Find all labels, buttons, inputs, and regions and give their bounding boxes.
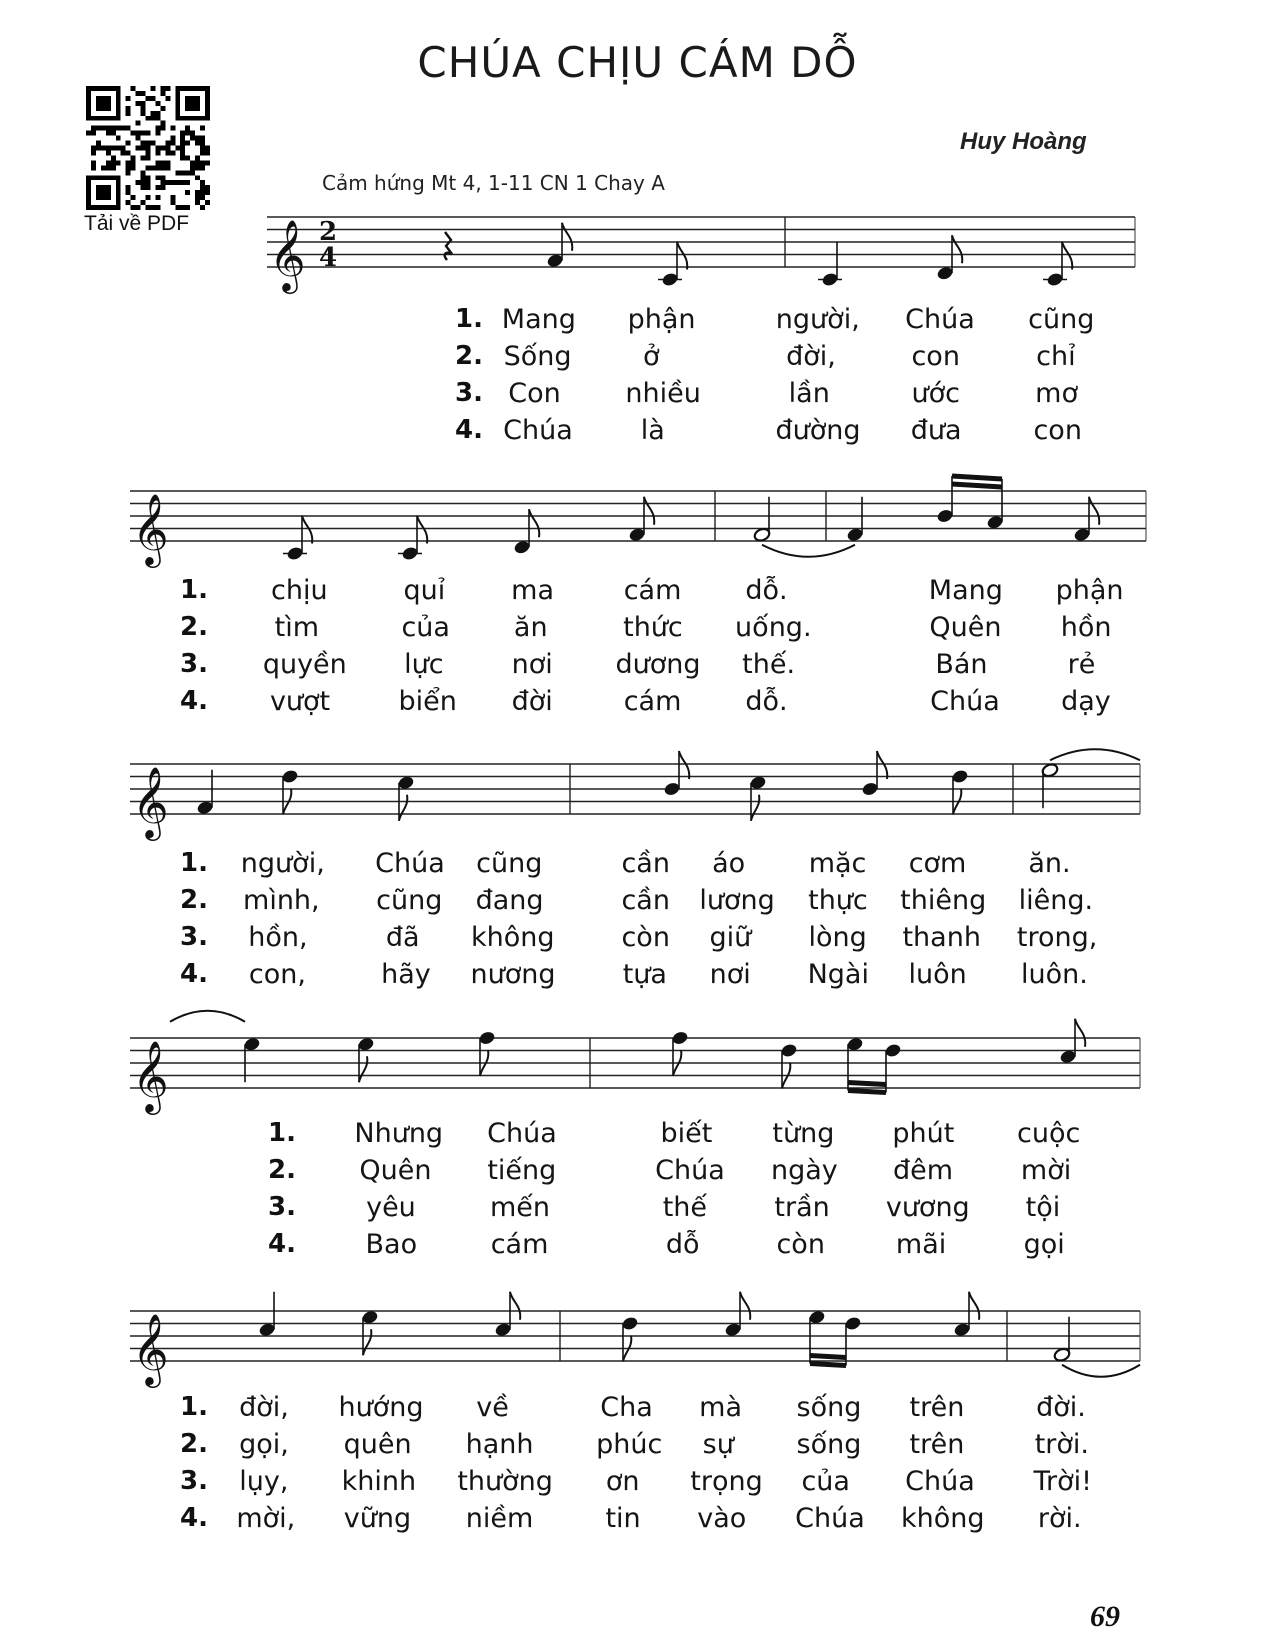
staff-system-1 [267, 217, 1135, 294]
lyric-word: trọng [690, 1466, 763, 1497]
verse-number: 1. [455, 304, 483, 334]
lyric-word: mến [489, 1192, 551, 1223]
verse-number: 3. [268, 1192, 296, 1222]
lyric-word: Quên [929, 612, 1002, 643]
lyric-word: thế. [742, 649, 796, 680]
lyric-word: dạy [1061, 686, 1111, 717]
lyric-word: quỉ [403, 575, 446, 606]
lyric-word: Chúa [503, 415, 573, 446]
lyric-word: trong, [1016, 922, 1098, 953]
lyric-word: hướng [338, 1392, 424, 1423]
lyric-word: cám [490, 1229, 549, 1260]
lyric-word: không [900, 1503, 985, 1534]
lyric-word: luôn. [1020, 959, 1088, 990]
svg-text:4: 4 [319, 243, 338, 273]
lyric-word: là [640, 415, 665, 446]
lyric-word: tiếng [487, 1155, 557, 1186]
lyric-word: tìm [274, 612, 320, 643]
lyric-word: ngày [770, 1155, 838, 1186]
svg-text:𝄞: 𝄞 [132, 765, 169, 838]
verse-number: 2. [180, 1429, 208, 1459]
lyric-word: còn [776, 1229, 825, 1260]
lyric-word: nơi [709, 959, 751, 990]
page-number: 69 [1090, 1600, 1120, 1633]
lyric-word: tin [605, 1503, 641, 1534]
lyric-word: thế [662, 1192, 708, 1223]
staff-system-5 [130, 1292, 1140, 1388]
verse-number: 2. [455, 341, 483, 371]
staff-system-2 [130, 476, 1146, 568]
lyric-word: dỗ [665, 1229, 700, 1260]
lyric-word: đang [475, 885, 544, 916]
lyric-word: đời, [786, 341, 836, 372]
lyric-word: người, [240, 848, 325, 879]
lyric-word: ma [511, 575, 555, 606]
lyric-word: Mang [501, 304, 576, 335]
lyric-word: người, [775, 304, 860, 335]
lyric-word: liêng. [1018, 885, 1094, 916]
lyric-word: phúc [596, 1429, 663, 1460]
lyric-word: lần [788, 378, 830, 409]
lyric-word: luôn [908, 959, 967, 990]
lyric-word: lực [404, 649, 444, 680]
verse-number: 4. [180, 959, 208, 989]
lyric-word: lương [699, 885, 775, 916]
lyric-word: hồn, [248, 922, 308, 953]
lyric-word: Bao [365, 1229, 418, 1260]
lyric-word: Trời! [1033, 1466, 1092, 1497]
lyric-word: Mang [928, 575, 1003, 606]
lyric-word: ở [643, 341, 660, 372]
lyric-word: đêm [892, 1155, 954, 1186]
lyric-word: Chúa [655, 1155, 725, 1186]
lyric-word: đã [385, 922, 420, 953]
lyric-word: cũng [476, 848, 543, 879]
lyric-word: biển [398, 686, 457, 717]
lyric-word: Chúa [905, 304, 975, 335]
lyric-word: Ngài [807, 959, 869, 990]
verse-number: 1. [180, 848, 208, 878]
lyric-word: chịu [271, 575, 328, 606]
lyric-word: Cha [600, 1392, 653, 1423]
lyric-word: Bán [935, 649, 988, 680]
lyric-word: trần [774, 1192, 830, 1223]
svg-text:𝄞: 𝄞 [132, 1039, 169, 1112]
lyric-word: đời. [1036, 1392, 1086, 1423]
verse-number: 4. [180, 1503, 208, 1533]
lyric-word: đưa [910, 415, 962, 446]
composer-name: Huy Hoàng [960, 128, 1087, 155]
lyric-word: yêu [366, 1192, 416, 1223]
lyric-word: nương [470, 959, 556, 990]
song-title: CHÚA CHỊU CÁM DỖ [417, 38, 858, 87]
lyric-word: thanh [902, 922, 981, 953]
lyric-word: vào [697, 1503, 747, 1534]
lyric-word: rời. [1037, 1503, 1082, 1534]
scripture-reference: Cảm hứng Mt 4, 1-11 CN 1 Chay A [322, 171, 665, 195]
lyric-word: dương [615, 649, 701, 680]
lyric-word: thường [457, 1466, 553, 1497]
svg-text:𝄞: 𝄞 [132, 1312, 169, 1385]
lyric-word: cũng [376, 885, 443, 916]
lyric-word: cũng [1028, 304, 1095, 335]
lyric-word: còn [621, 922, 670, 953]
lyric-word: tội [1025, 1192, 1061, 1223]
lyric-word: sự [702, 1429, 734, 1460]
lyric-word: giữ [709, 922, 752, 953]
lyric-word: Chúa [905, 1466, 975, 1497]
lyric-word: hãy [381, 959, 431, 990]
lyric-word: lòng [808, 922, 867, 953]
lyric-word: mơ [1035, 378, 1078, 409]
lyric-word: trên [909, 1392, 965, 1423]
lyric-word: Chúa [375, 848, 445, 879]
verse-number: 2. [180, 612, 208, 642]
staff-system-3 [130, 749, 1140, 841]
lyric-word: uống. [735, 612, 812, 643]
lyric-word: khinh [341, 1466, 417, 1497]
lyric-word: đời, [239, 1392, 289, 1423]
lyric-word: không [470, 922, 555, 953]
lyric-word: ơn [605, 1466, 640, 1497]
verse-number: 4. [268, 1229, 296, 1259]
lyric-word: chỉ [1036, 341, 1076, 372]
verse-number: 4. [180, 686, 208, 716]
lyric-word: gọi [1023, 1229, 1065, 1260]
lyric-word: từng [772, 1118, 835, 1149]
lyric-word: vượt [269, 686, 331, 717]
lyric-word: cám [623, 686, 682, 717]
lyric-word: lụy, [239, 1466, 289, 1497]
lyric-word: nơi [511, 649, 553, 680]
lyric-word: áo [712, 848, 746, 879]
lyric-word: quyền [262, 649, 347, 680]
lyric-word: thực [808, 885, 868, 916]
lyric-word: sống [796, 1429, 862, 1460]
lyric-word: con, [248, 959, 306, 990]
lyric-word: Sống [503, 341, 572, 372]
lyric-word: Chúa [930, 686, 1000, 717]
verse-number: 3. [180, 649, 208, 679]
lyric-word: phận [627, 304, 696, 335]
download-pdf-link[interactable]: Tải về PDF [84, 212, 190, 235]
lyric-word: ước [911, 378, 960, 409]
verse-number: 1. [268, 1118, 296, 1148]
lyric-word: cần [621, 885, 670, 916]
lyric-word: hạnh [465, 1429, 534, 1460]
lyric-word: niềm [465, 1503, 534, 1534]
lyric-word: vững [343, 1503, 412, 1534]
verse-number: 4. [455, 415, 483, 445]
lyric-word: biết [660, 1118, 713, 1149]
lyric-word: rẻ [1067, 649, 1096, 680]
lyric-word: mà [699, 1392, 743, 1423]
lyric-word: tựa [622, 959, 667, 990]
lyric-word: cuộc [1017, 1118, 1081, 1149]
lyric-word: hồn [1060, 612, 1112, 643]
verse-number: 2. [268, 1155, 296, 1185]
lyric-word: Nhưng [354, 1118, 444, 1149]
verse-number: 3. [180, 922, 208, 952]
svg-text:𝄞: 𝄞 [269, 218, 306, 291]
lyric-word: mời, [236, 1503, 296, 1534]
lyric-word: mãi [895, 1229, 947, 1260]
verse-number: 2. [180, 885, 208, 915]
lyric-word: thức [623, 612, 683, 643]
lyric-word: vương [885, 1192, 970, 1223]
lyric-word: đường [775, 415, 861, 446]
lyric-word: Chúa [795, 1503, 865, 1534]
lyric-word: mặc [808, 848, 867, 879]
lyric-word: con [911, 341, 960, 372]
verse-number: 1. [180, 575, 208, 605]
lyric-word: dỗ. [745, 686, 788, 717]
lyric-word: thiêng [900, 885, 987, 916]
verse-number: 3. [180, 1466, 208, 1496]
lyric-word: phận [1055, 575, 1124, 606]
lyric-word: ăn [513, 612, 548, 643]
lyric-word: của [801, 1466, 850, 1497]
staff-system-4 [130, 1011, 1140, 1115]
verse-number: 3. [455, 378, 483, 408]
lyric-word: phút [892, 1118, 955, 1149]
lyric-word: Con [508, 378, 561, 409]
lyric-word: sống [796, 1392, 862, 1423]
lyric-word: cám [623, 575, 682, 606]
lyric-word: về [476, 1392, 509, 1423]
verse-number: 1. [180, 1392, 208, 1422]
lyric-word: Quên [359, 1155, 432, 1186]
lyric-word: mình, [243, 885, 320, 916]
svg-text:𝄞: 𝄞 [132, 492, 169, 565]
lyric-word: gọi, [239, 1429, 289, 1460]
lyric-word: trời. [1034, 1429, 1090, 1460]
lyric-word: dỗ. [745, 575, 788, 606]
lyric-word: quên [343, 1429, 412, 1460]
lyric-word: ăn. [1028, 848, 1071, 879]
lyric-word: mời [1020, 1155, 1072, 1186]
lyric-word: con [1033, 415, 1082, 446]
lyric-word: cơm [908, 848, 967, 879]
lyric-word: Chúa [487, 1118, 557, 1149]
svg-text:2: 2 [319, 217, 338, 247]
lyric-word: cần [621, 848, 670, 879]
lyric-word: của [401, 612, 450, 643]
lyric-word: đời [511, 686, 553, 717]
lyric-word: nhiều [625, 378, 701, 409]
lyric-word: trên [909, 1429, 965, 1460]
